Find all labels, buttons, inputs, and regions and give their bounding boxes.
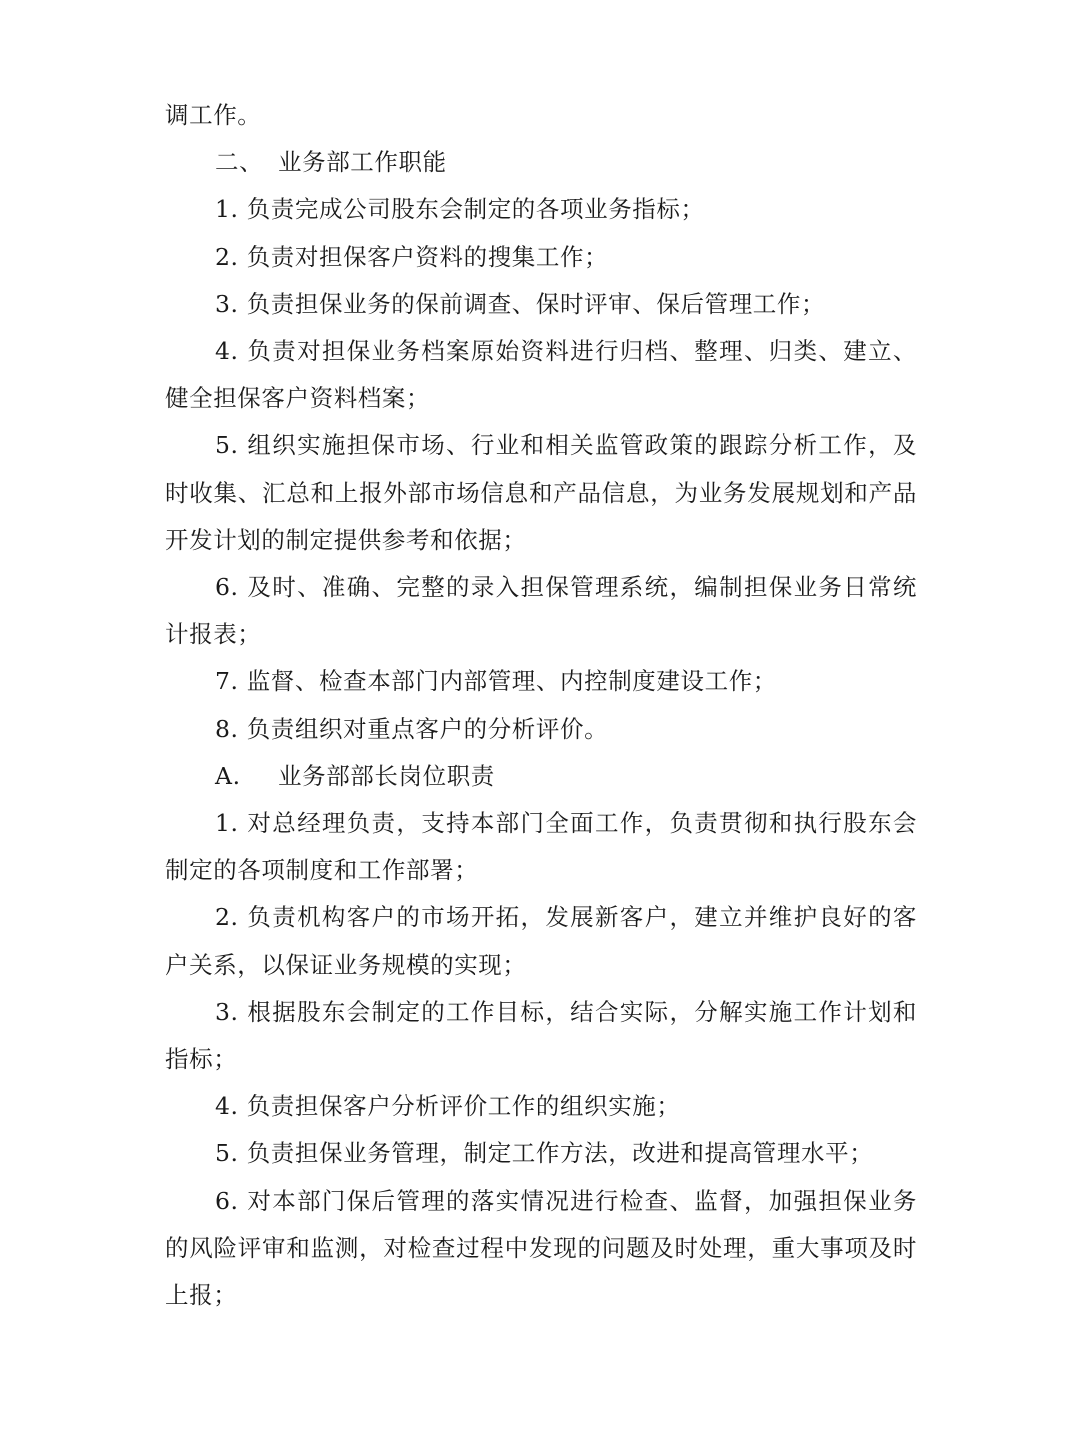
section-two-heading: [165, 139, 917, 186]
section-a-title: 业务部部长岗位职责: [278, 761, 495, 790]
section-a-heading: [165, 753, 917, 800]
list-item: 8. 负责组织对重点客户的分析评价。: [215, 714, 609, 743]
list-item: 2. 负责机构客户的市场开拓，发展新客户，建立并维护良好的客户关系，以保证业务规模的实现；: [165, 903, 917, 979]
document-body: [165, 92, 917, 1319]
list-item: 2. 负责对担保客户资料的搜集工作；: [215, 242, 609, 271]
list-item: 1. 对总经理负责，支持本部门全面工作，负责贯彻和执行股东会制定的各项制度和工作部署；: [165, 809, 917, 885]
list-item: 6. 及时、准确、完整的录入担保管理系统，编制担保业务日常统计报表；: [165, 573, 917, 649]
list-item: 5. 负责担保业务管理，制定工作方法，改进和提高管理水平；: [215, 1139, 874, 1168]
section-a-marker: A.: [215, 761, 241, 790]
list-item: 5. 组织实施担保市场、行业和相关监管政策的跟踪分析工作，及时收集、汇总和上报外部市场信息和产品信息，为业务发展规划和产品开发计划的制定提供参考和依据；: [165, 431, 917, 554]
list-item: 1. 负责完成公司股东会制定的各项业务指标；: [215, 195, 705, 224]
section-two-marker: 二、: [215, 148, 264, 177]
list-item: 3. 负责担保业务的保前调查、保时评审、保后管理工作；: [215, 289, 826, 318]
list-item: 3. 根据股东会制定的工作目标，结合实际，分解实施工作计划和指标；: [165, 997, 917, 1074]
continuation-text: 调工作。: [165, 101, 262, 129]
list-item: 7. 监督、检查本部门内部管理、内控制度建设工作；: [215, 667, 777, 696]
list-item: 4. 负责担保客户分析评价工作的组织实施；: [215, 1092, 681, 1121]
list-item: 6. 对本部门保后管理的落实情况进行检查、监督，加强担保业务的风险评审和监测，对检查过程中发现的问题及时处理，重大事项及时上报；: [165, 1186, 917, 1310]
list-item: 4. 负责对担保业务档案原始资料进行归档、整理、归类、建立、健全担保客户资料档案；: [165, 337, 917, 413]
section-two-title: 业务部工作职能: [278, 148, 447, 177]
